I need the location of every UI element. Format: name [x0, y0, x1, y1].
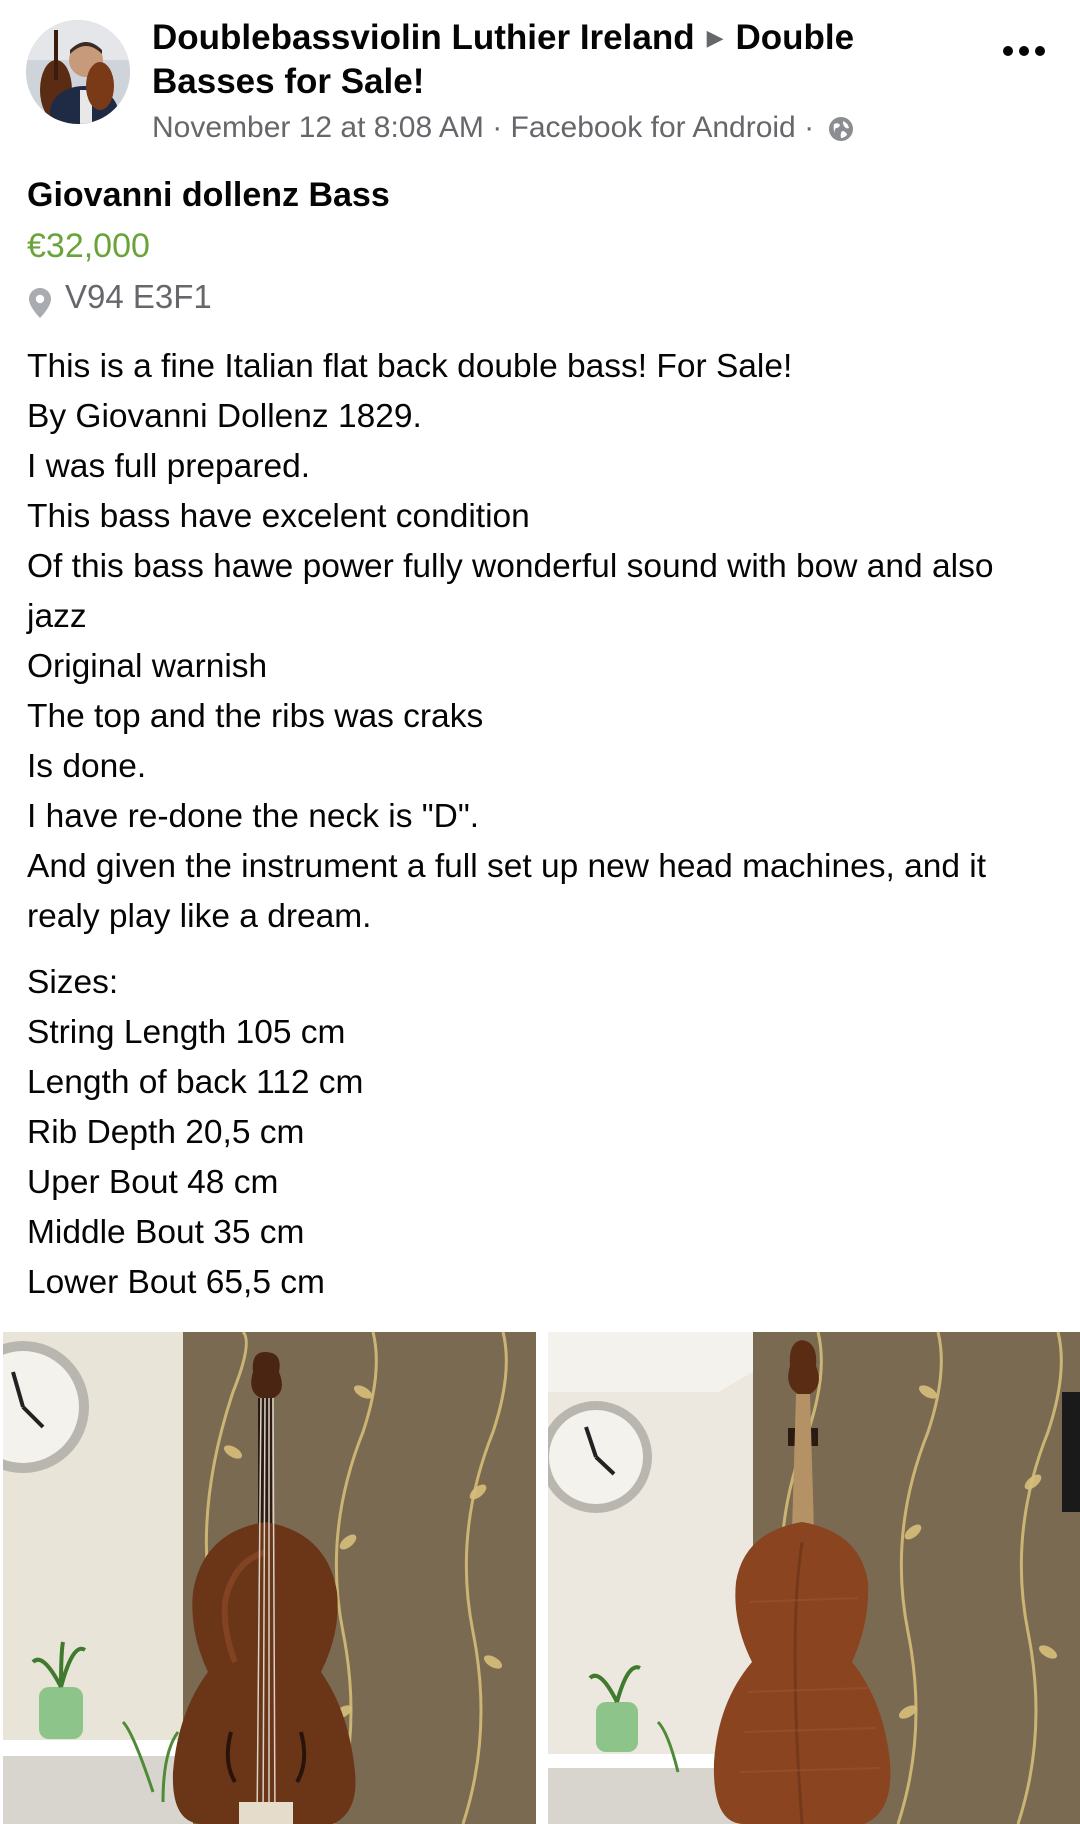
author-avatar[interactable] [26, 20, 130, 124]
description-line: This bass have excelent condition [27, 498, 530, 535]
description-line: And given the instrument a full set up new head machines, and it realy play like a dream. [27, 848, 987, 935]
description-line: Is done. [27, 748, 147, 785]
post-header [0, 0, 1080, 160]
sizes-heading: Sizes: [27, 964, 119, 1001]
listing-location[interactable] [27, 272, 1057, 322]
listing-title: Giovanni dollenz Bass [27, 176, 390, 214]
size-line: Length of back 112 cm [27, 1064, 364, 1101]
description-line: Of this bass hawe power fully wonderful sound with bow and also jazz [27, 548, 994, 635]
size-line: Middle Bout 35 cm [27, 1214, 305, 1251]
bass-front-photo[interactable] [3, 1332, 536, 1824]
description-line: Original warnish [27, 648, 268, 685]
size-line: Lower Bout 65,5 cm [27, 1264, 325, 1301]
description-line: This is a fine Italian flat back double bass! For Sale! [27, 348, 793, 385]
size-line: String Length 105 cm [27, 1014, 346, 1051]
post-source: Facebook for Android [510, 111, 796, 144]
description-line: By Giovanni Dollenz 1829. [27, 398, 422, 435]
description-line: I have re-done the neck is "D". [27, 798, 480, 835]
post-meta [152, 106, 982, 155]
bass-back-photo[interactable] [548, 1332, 1080, 1824]
post-description [27, 342, 1057, 1308]
post-header-text [152, 16, 982, 155]
post-title [152, 16, 982, 104]
location-text: V94 E3F1 [65, 278, 212, 315]
description-line: I was full prepared. [27, 448, 311, 485]
photo-grid [0, 1332, 1080, 1824]
post-timestamp[interactable]: November 12 at 8:08 AM [152, 111, 484, 144]
listing-price: €32,000 [27, 227, 150, 265]
meta-separator-2: · [804, 111, 815, 144]
paragraph-gap [27, 942, 1057, 958]
meta-separator: · [492, 111, 503, 144]
group-arrow-icon: ▶ [706, 25, 724, 50]
group-name-link[interactable]: Double Basses for Sale! [152, 18, 855, 101]
more-options-icon[interactable] [1000, 38, 1050, 62]
author-name-link[interactable]: Doublebassviolin Luthier Ireland [152, 18, 695, 57]
size-line: Uper Bout 48 cm [27, 1164, 279, 1201]
description-line: The top and the ribs was craks [27, 698, 484, 735]
globe-icon [828, 111, 854, 155]
listing-details [27, 172, 1057, 322]
location-pin-icon [29, 282, 51, 332]
size-line: Rib Depth 20,5 cm [27, 1114, 305, 1151]
